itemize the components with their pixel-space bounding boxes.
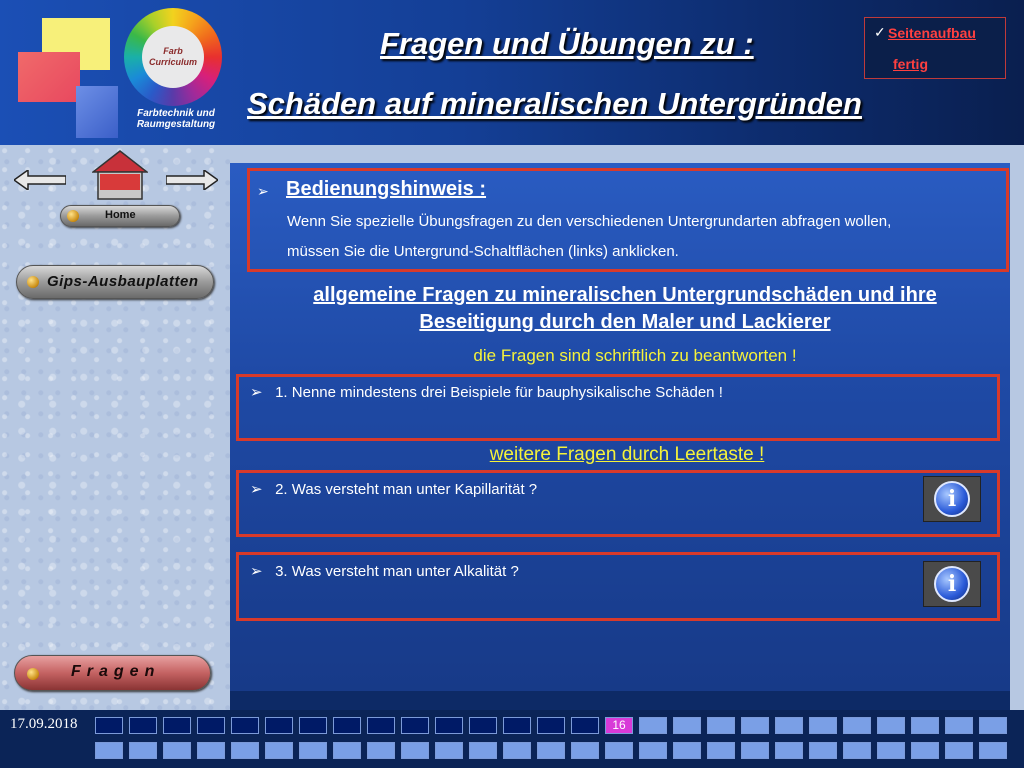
background-texture-top bbox=[230, 145, 1024, 163]
sidebar bbox=[0, 145, 230, 710]
slide-thumbnail[interactable] bbox=[163, 717, 191, 734]
slide-thumbnail[interactable] bbox=[503, 717, 531, 734]
slide-thumbnail[interactable] bbox=[639, 717, 667, 734]
bullet-arrow-icon: ➢ bbox=[250, 481, 263, 498]
question-3-text: 3. Was versteht man unter Alkalität ? bbox=[275, 563, 519, 580]
slide-thumbnail[interactable] bbox=[469, 717, 497, 734]
slide-thumbnail[interactable] bbox=[503, 742, 531, 759]
color-wheel-logo bbox=[124, 8, 222, 106]
info-icon: i bbox=[934, 481, 970, 517]
status-link-fertig[interactable]: fertig bbox=[893, 56, 928, 72]
status-box bbox=[864, 17, 1006, 79]
check-icon: ✓ bbox=[874, 24, 886, 40]
more-questions-link[interactable]: weitere Fragen durch Leertaste ! bbox=[489, 444, 765, 465]
slide-thumbnail[interactable] bbox=[571, 742, 599, 759]
slide-thumbnail[interactable] bbox=[979, 717, 1007, 734]
slide-thumbnail[interactable] bbox=[367, 717, 395, 734]
logo-text-bottom: Curriculum bbox=[148, 57, 197, 67]
date-label: 17.09.2018 bbox=[10, 716, 78, 732]
section-heading-line1: allgemeine Fragen zu mineralischen Untergrundschäden und ihre bbox=[313, 284, 937, 306]
slide-thumbnail[interactable] bbox=[469, 742, 497, 759]
question-3 bbox=[250, 562, 519, 580]
home-button-label: Home bbox=[105, 209, 136, 221]
slide-thumbnail[interactable] bbox=[129, 717, 157, 734]
slide-thumbnail[interactable] bbox=[435, 717, 463, 734]
button-knob-icon bbox=[67, 210, 79, 222]
bullet-arrow-icon: ➢ bbox=[257, 183, 269, 199]
house-icon[interactable] bbox=[92, 150, 148, 200]
button-knob-icon bbox=[27, 668, 39, 680]
slide-thumbnail[interactable] bbox=[537, 717, 565, 734]
logo-square-red bbox=[18, 52, 80, 102]
section-heading bbox=[240, 282, 1010, 336]
section-heading-line2: Beseitigung durch den Maler und Lackierer bbox=[419, 311, 831, 333]
slide-thumbnail[interactable] bbox=[299, 742, 327, 759]
slide-thumbnail[interactable] bbox=[673, 742, 701, 759]
slide-thumbnail[interactable] bbox=[265, 717, 293, 734]
fragen-button-label: Fragen bbox=[71, 663, 161, 680]
background-texture-right bbox=[1010, 145, 1024, 710]
slide-thumbnail[interactable] bbox=[741, 742, 769, 759]
bullet-arrow-icon: ➢ bbox=[250, 384, 263, 401]
gips-ausbauplatten-button[interactable] bbox=[16, 265, 214, 299]
page-title-line1: Fragen und Übungen zu : bbox=[380, 26, 754, 61]
slide-thumbnail[interactable] bbox=[741, 717, 769, 734]
logo-subtitle bbox=[128, 108, 224, 130]
status-link-seitenaufbau[interactable]: Seitenaufbau bbox=[888, 25, 976, 41]
slide-thumbnail[interactable] bbox=[911, 717, 939, 734]
question-2-text: 2. Was versteht man unter Kapillarität ? bbox=[275, 481, 538, 498]
slide-thumbnail[interactable] bbox=[775, 742, 803, 759]
question-2 bbox=[250, 480, 537, 498]
slide-thumbnail[interactable] bbox=[605, 742, 633, 759]
slide-thumbnail[interactable] bbox=[435, 742, 463, 759]
slide-thumbnail[interactable] bbox=[707, 742, 735, 759]
slide-thumbnail[interactable] bbox=[129, 742, 157, 759]
section-subheading: die Fragen sind schriftlich zu beantworten ! bbox=[473, 346, 797, 365]
slide-thumbnail[interactable] bbox=[265, 742, 293, 759]
slide-thumbnail[interactable] bbox=[911, 742, 939, 759]
gips-button-label: Gips-Ausbauplatten bbox=[47, 273, 199, 290]
slide-thumbnail[interactable] bbox=[945, 742, 973, 759]
slide-thumbnail[interactable] bbox=[231, 742, 259, 759]
slide-thumbnail[interactable] bbox=[231, 717, 259, 734]
info-icon: i bbox=[934, 566, 970, 602]
slide-thumbnail[interactable] bbox=[401, 742, 429, 759]
logo-subtitle-line2: Raumgestaltung bbox=[136, 119, 216, 130]
page-title-line2: Schäden auf mineralischen Untergründen bbox=[247, 86, 862, 121]
slide-thumbnail[interactable] bbox=[163, 742, 191, 759]
bullet-arrow-icon: ➢ bbox=[250, 563, 263, 580]
slide-thumbnail[interactable] bbox=[197, 717, 225, 734]
logo-text-top: Farb bbox=[163, 46, 183, 56]
fragen-button[interactable] bbox=[14, 655, 211, 691]
slide-thumbnail[interactable] bbox=[843, 717, 871, 734]
info-button-question-3[interactable] bbox=[923, 561, 981, 607]
home-button[interactable] bbox=[60, 205, 180, 227]
slide-thumbnail[interactable] bbox=[197, 742, 225, 759]
header bbox=[0, 0, 1024, 145]
button-knob-icon bbox=[27, 276, 39, 288]
arrow-left-icon[interactable] bbox=[14, 170, 66, 190]
slide-thumbnail[interactable] bbox=[945, 717, 973, 734]
slide-thumbnail[interactable] bbox=[673, 717, 701, 734]
slide-thumbnail[interactable] bbox=[809, 742, 837, 759]
slide-thumbnail[interactable] bbox=[877, 742, 905, 759]
hint-text-line1: Wenn Sie spezielle Übungsfragen zu den verschiedenen Untergrundarten abfragen wollen, bbox=[287, 213, 892, 230]
slide-thumbnail[interactable] bbox=[843, 742, 871, 759]
hint-text-line2: müssen Sie die Untergrund-Schaltflächen (links) anklicken. bbox=[287, 243, 679, 260]
slide-thumbnail[interactable] bbox=[775, 717, 803, 734]
slide-thumbnail[interactable] bbox=[877, 717, 905, 734]
slide-thumbnail[interactable] bbox=[367, 742, 395, 759]
info-button-question-2[interactable] bbox=[923, 476, 981, 522]
slide-thumbnail[interactable] bbox=[979, 742, 1007, 759]
slide-thumbnail[interactable] bbox=[299, 717, 327, 734]
question-1 bbox=[250, 383, 723, 401]
hint-title: Bedienungshinweis : bbox=[286, 178, 487, 200]
logo-square-blue bbox=[76, 86, 118, 138]
slide-thumbnail[interactable] bbox=[95, 742, 123, 759]
logo-center bbox=[142, 26, 204, 88]
slide-thumbnail[interactable] bbox=[333, 717, 361, 734]
slide-thumbnail[interactable] bbox=[639, 742, 667, 759]
slide-thumbnail[interactable] bbox=[95, 717, 123, 734]
slide-thumbnail[interactable] bbox=[401, 717, 429, 734]
arrow-right-icon[interactable] bbox=[166, 170, 218, 190]
slide-thumbnail[interactable] bbox=[537, 742, 565, 759]
question-1-text: 1. Nenne mindestens drei Beispiele für bauphysikalische Schäden ! bbox=[275, 384, 723, 401]
logo-subtitle-line1: Farbtechnik und bbox=[137, 108, 215, 119]
slide-thumbnail[interactable] bbox=[707, 717, 735, 734]
current-slide-indicator[interactable]: 16 bbox=[605, 717, 633, 734]
slide-thumbnail[interactable] bbox=[809, 717, 837, 734]
slide-thumbnail[interactable] bbox=[333, 742, 361, 759]
slide-thumbnail[interactable] bbox=[571, 717, 599, 734]
